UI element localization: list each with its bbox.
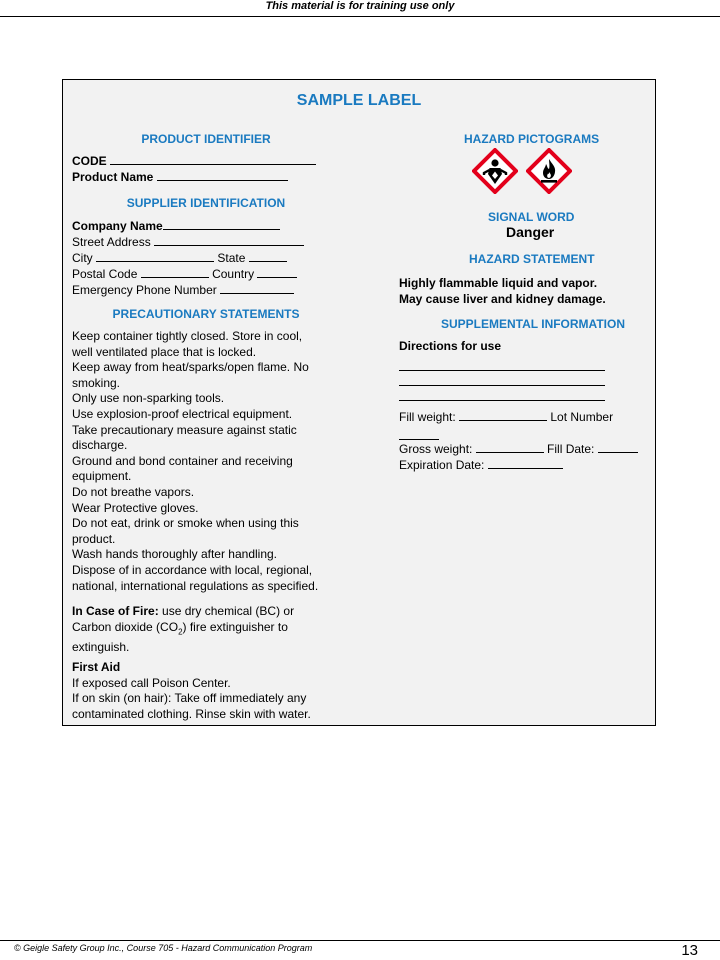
directions-blank-line xyxy=(399,370,605,371)
fire-text: ) fire extinguisher to xyxy=(182,619,288,634)
emergency-phone-field: Emergency Phone Number xyxy=(72,282,294,299)
fire-text: extinguish. xyxy=(72,639,130,654)
label-title: SAMPLE LABEL xyxy=(296,92,422,109)
signal-word: Danger xyxy=(506,224,555,240)
co2-subscript: 2 xyxy=(178,626,183,636)
lot-number-blank-line xyxy=(399,439,439,440)
precaution-line: product. xyxy=(72,531,116,546)
first-aid-heading: First Aid xyxy=(72,660,121,674)
training-header: This material is for training use only xyxy=(0,0,720,17)
product-name-field: Product Name xyxy=(72,169,288,186)
precaution-line: Wash hands thoroughly after handling. xyxy=(72,547,278,562)
footer-divider xyxy=(0,940,720,941)
hazard-pictograms-heading: HAZARD PICTOGRAMS xyxy=(464,132,600,146)
page-number: 13 xyxy=(681,942,698,959)
precautionary-statements xyxy=(72,329,340,594)
supplier-identification-heading: SUPPLIER IDENTIFICATION xyxy=(126,196,286,210)
company-name-field: Company Name xyxy=(72,218,280,235)
supplemental-information-heading: SUPPLEMENTAL INFORMATION xyxy=(441,317,625,331)
hazard-statement-heading: HAZARD STATEMENT xyxy=(469,252,595,266)
flame-icon xyxy=(526,148,572,194)
health-hazard-icon xyxy=(472,148,518,194)
first-aid-line: If exposed call Poison Center. xyxy=(72,675,231,690)
first-aid-line: If on skin (on hair): Take off immediately any xyxy=(72,691,307,706)
directions-for-use: Directions for use xyxy=(399,339,502,353)
first-aid-line: contaminated clothing. Rinse skin with water. xyxy=(72,706,311,721)
gross-weight-fill-date-field: Gross weight: Fill Date: xyxy=(399,441,638,458)
street-address-field: Street Address xyxy=(72,234,304,251)
postal-country-field: Postal Code Country xyxy=(72,266,297,283)
precautionary-statements-heading: PRECAUTIONARY STATEMENTS xyxy=(112,307,300,321)
precaution-line: Dispose of in accordance with local, regional, xyxy=(72,562,313,577)
precaution-line: equipment. xyxy=(72,469,132,484)
code-field: CODE xyxy=(72,153,316,170)
directions-blank-line xyxy=(399,385,605,386)
precaution-line: Only use non-sparking tools. xyxy=(72,391,225,406)
sample-label xyxy=(62,79,656,726)
precaution-line: well ventilated place that is locked. xyxy=(72,344,257,359)
precaution-line: discharge. xyxy=(72,438,128,453)
signal-word-heading: SIGNAL WORD xyxy=(488,210,575,224)
fire-heading: In Case of Fire: xyxy=(72,604,159,618)
precaution-line: Keep away from heat/sparks/open flame. No xyxy=(72,360,309,375)
precaution-line: Take precautionary measure against static xyxy=(72,422,297,437)
precaution-line: Do not eat, drink or smoke when using this xyxy=(72,516,299,531)
fire-instructions xyxy=(72,604,340,655)
fire-text: Carbon dioxide (CO xyxy=(72,619,179,634)
precaution-line: national, international regulations as specified. xyxy=(72,578,319,593)
precaution-line: Keep container tightly closed. Store in cool, xyxy=(72,329,303,343)
first-aid xyxy=(72,660,340,722)
footer-copyright: © Geigle Safety Group Inc., Course 705 - Hazard Communication Program xyxy=(14,943,313,953)
precaution-line: Use explosion-proof electrical equipment. xyxy=(72,406,293,421)
fill-weight-lot-field: Fill weight: Lot Number xyxy=(399,410,614,424)
directions-blank-line xyxy=(399,400,605,401)
precaution-line: Wear Protective gloves. xyxy=(72,500,199,515)
city-state-field: City State xyxy=(72,250,287,267)
expiration-date-field: Expiration Date: xyxy=(399,457,563,474)
hazard-statement-line: Highly flammable liquid and vapor. xyxy=(399,276,598,290)
precaution-line: smoking. xyxy=(72,375,121,390)
product-identifier-heading: PRODUCT IDENTIFIER xyxy=(141,132,271,146)
hazard-statement-line: May cause liver and kidney damage. xyxy=(399,292,606,306)
precaution-line: Do not breathe vapors. xyxy=(72,484,195,499)
precaution-line: Ground and bond container and receiving xyxy=(72,453,293,468)
fire-text: use dry chemical (BC) or xyxy=(162,604,295,618)
